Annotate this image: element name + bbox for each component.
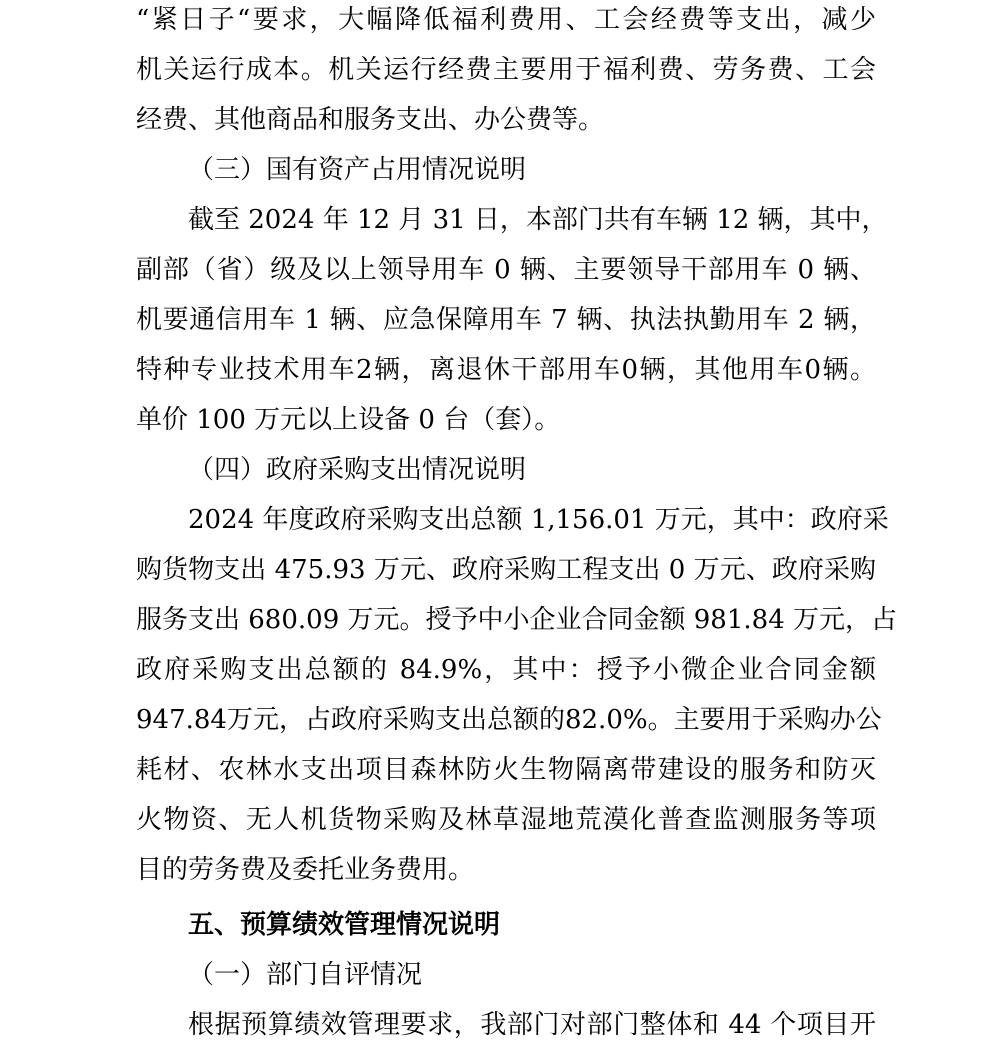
heading-procurement: （四）政府采购支出情况说明 (188, 455, 527, 485)
paragraph-assets-line-2: 副部（省）级及以上领导用车 0 辆、主要领导干部用车 0 辆、 (136, 255, 876, 285)
paragraph-procurement-line-2: 购货物支出 475.93 万元、政府采购工程支出 0 万元、政府采购 (136, 555, 876, 585)
paragraph-procurement-line-3: 服务支出 680.09 万元。授予中小企业合同金额 981.84 万元，占 (136, 605, 898, 635)
paragraph-assets-line-5: 单价 100 万元以上设备 0 台（套）。 (136, 405, 561, 435)
paragraph-procurement-line-5: 947.84万元，占政府采购支出总额的82.0%。主要用于采购办公 (136, 705, 882, 735)
paragraph-procurement-line-7: 火物资、无人机货物采购及林草湿地荒漠化普查监测服务等项 (136, 805, 876, 835)
paragraph-expense-line-3: 经费、其他商品和服务支出、办公费等。 (136, 105, 605, 135)
heading-section-5: 五、预算绩效管理情况说明 (188, 910, 501, 940)
paragraph-procurement-line-6: 耗材、农林水支出项目森林防火生物隔离带建设的服务和防灭 (136, 755, 876, 785)
paragraph-assets-line-3: 机要通信用车 1 辆、应急保障用车 7 辆、执法执勤用车 2 辆， (136, 305, 876, 335)
heading-assets: （三）国有资产占用情况说明 (188, 155, 527, 185)
paragraph-self-eval-line-1: 根据预算绩效管理要求，我部门对部门整体和 44 个项目开 (188, 1010, 876, 1040)
paragraph-assets-line-1: 截至 2024 年 12 月 31 日，本部门共有车辆 12 辆，其中， (188, 205, 888, 235)
paragraph-procurement-line-1: 2024 年度政府采购支出总额 1,156.01 万元，其中：政府采 (188, 505, 889, 535)
paragraph-expense-line-2: 机关运行成本。机关运行经费主要用于福利费、劳务费、工会 (136, 55, 876, 85)
paragraph-assets-line-4: 特种专业技术用车2辆，离退休干部用车0辆，其他用车0辆。 (136, 355, 876, 385)
heading-self-eval: （一）部门自评情况 (188, 960, 423, 990)
paragraph-procurement-line-4: 政府采购支出总额的 84.9%，其中：授予小微企业合同金额 (136, 655, 876, 685)
paragraph-procurement-line-8: 目的劳务费及委托业务费用。 (136, 855, 475, 885)
paragraph-expense-line-1: “紧日子“要求，大幅降低福利费用、工会经费等支出，减少 (136, 5, 876, 35)
